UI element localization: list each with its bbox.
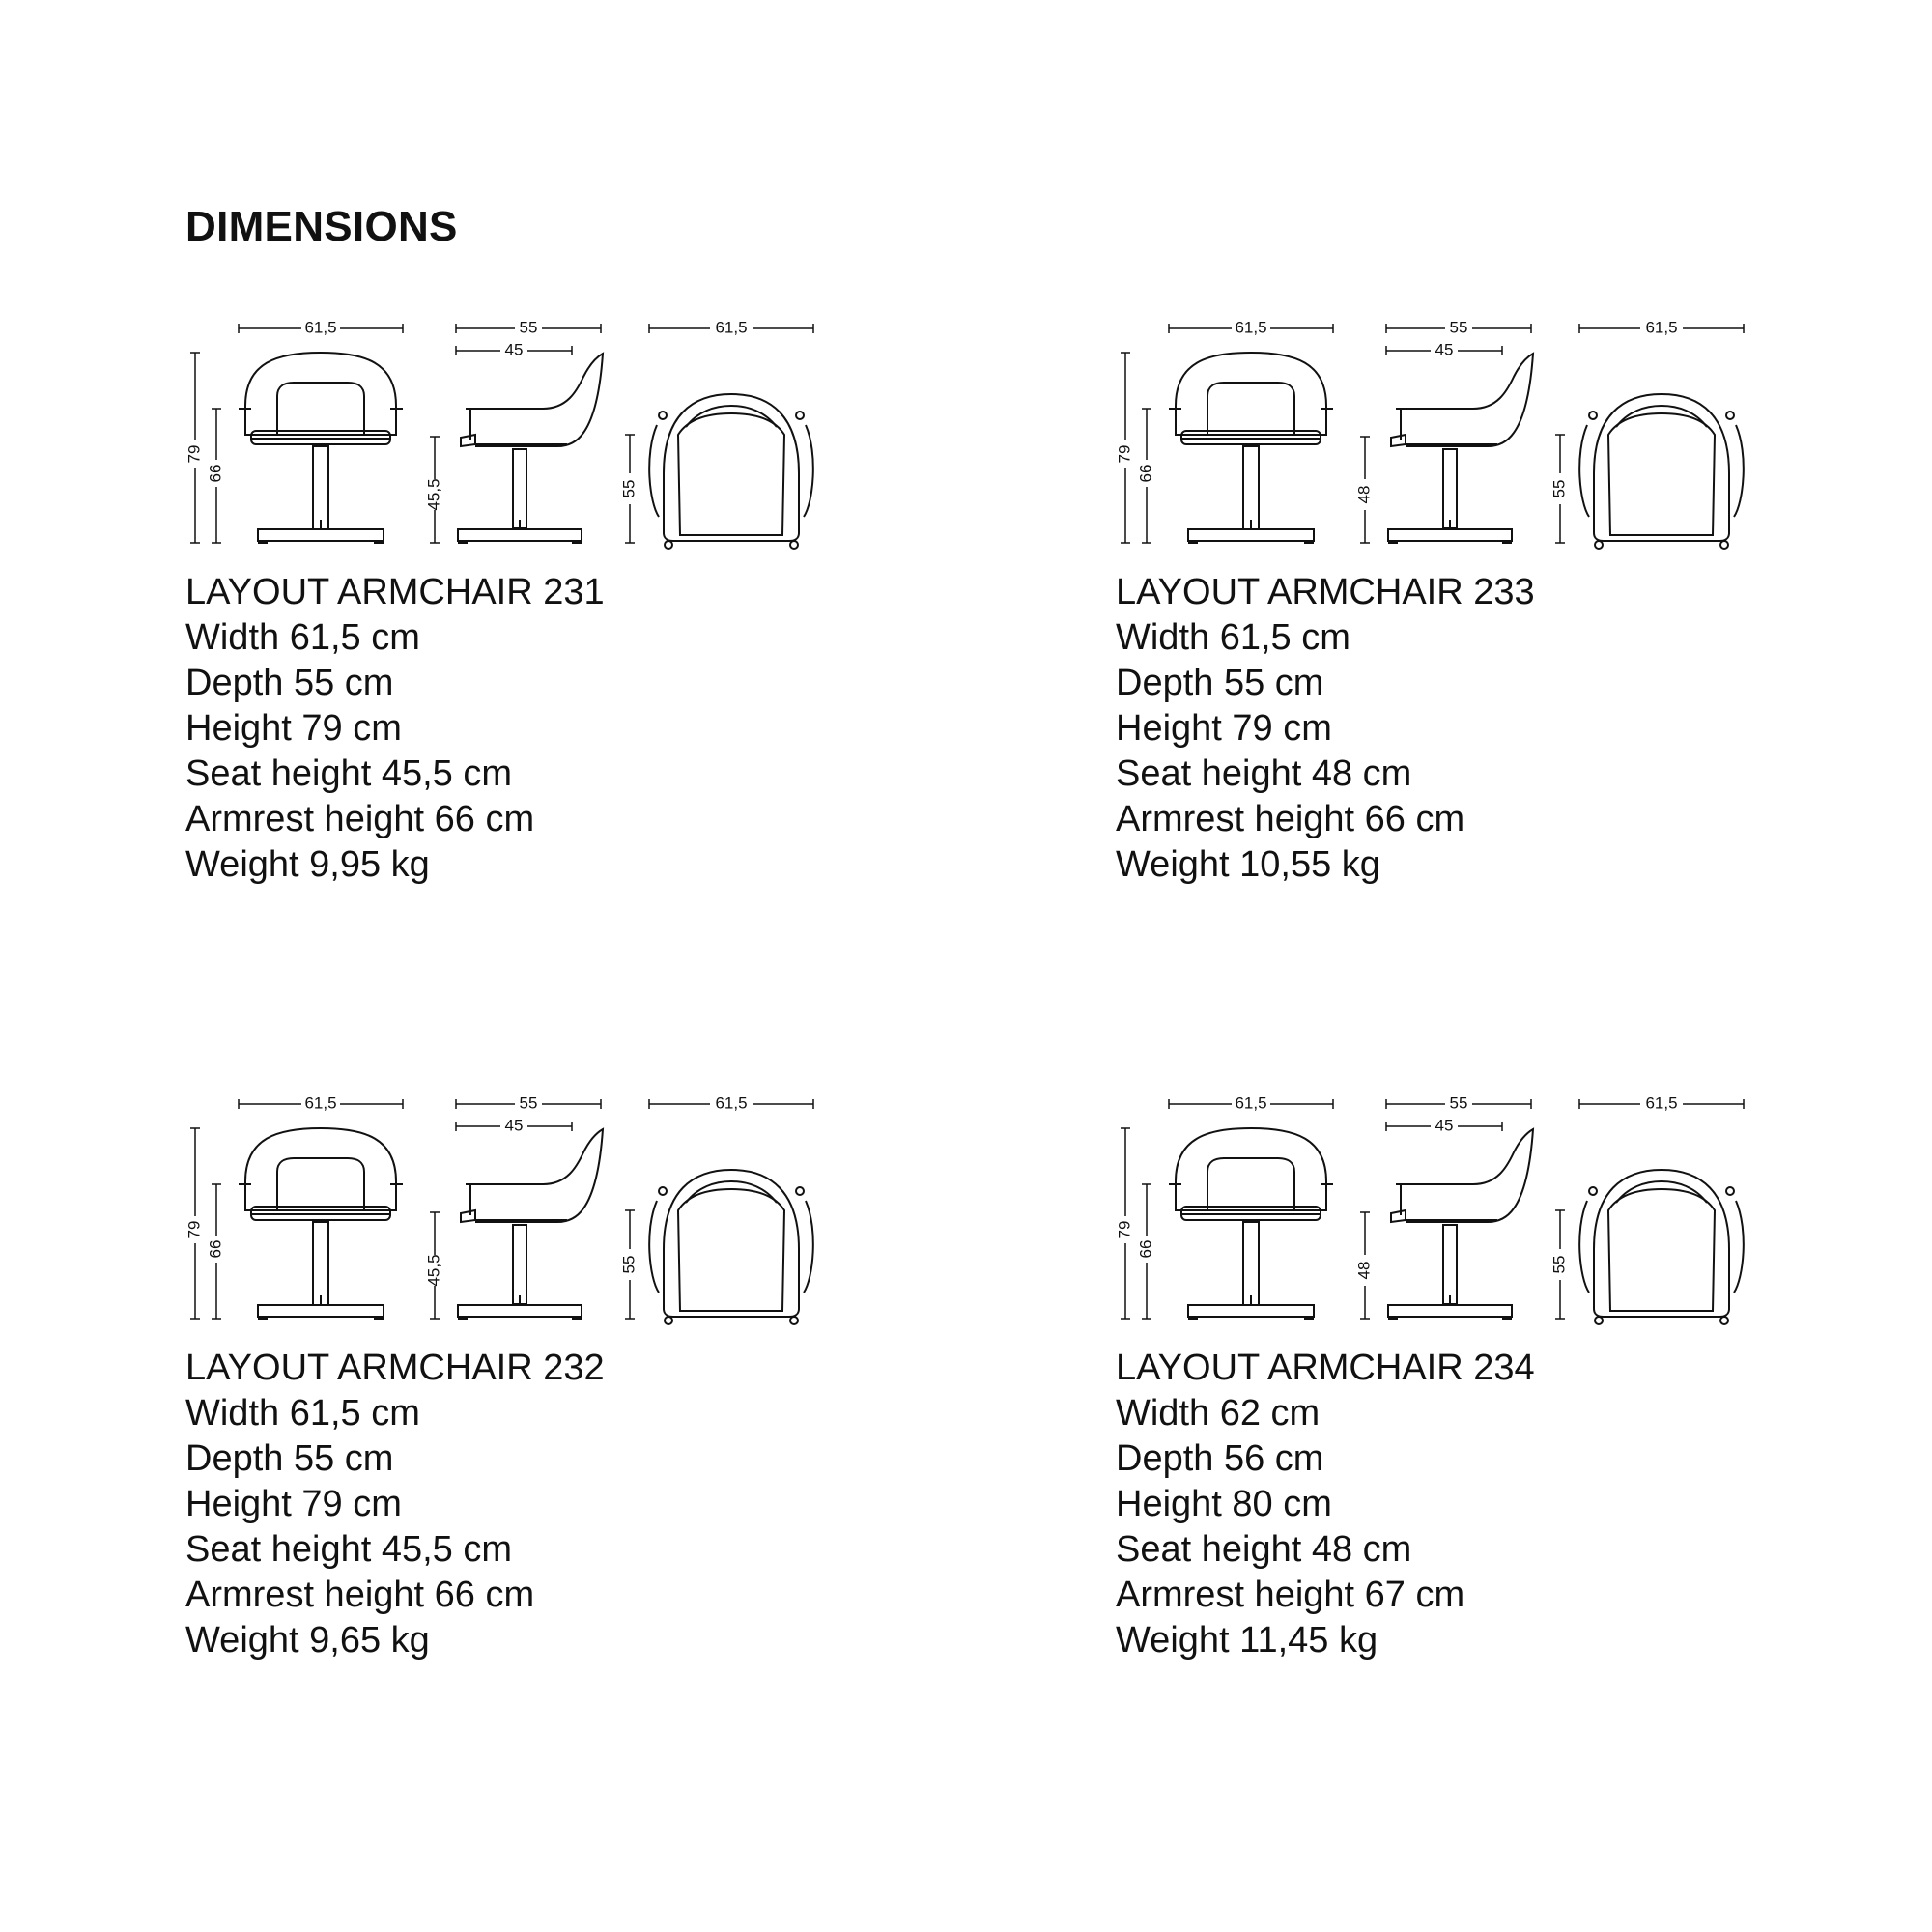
spec-armrest-height: Armrest height 66 cm bbox=[185, 799, 535, 839]
top-view bbox=[1549, 1094, 1744, 1324]
spec-depth: Depth 55 cm bbox=[1116, 663, 1324, 703]
spec-weight: Weight 9,95 kg bbox=[185, 844, 430, 885]
spec-armrest-height: Armrest height 66 cm bbox=[185, 1575, 535, 1615]
spec-width: Width 61,5 cm bbox=[185, 1393, 420, 1434]
top-depth-label: 55 bbox=[619, 479, 639, 498]
top-depth-label: 55 bbox=[1549, 1255, 1569, 1274]
front-width-label: 61,5 bbox=[1235, 1094, 1267, 1113]
product-name: LAYOUT ARMCHAIR 234 bbox=[1116, 1348, 1535, 1388]
spec-weight: Weight 10,55 kg bbox=[1116, 844, 1380, 885]
height-label: 79 bbox=[1115, 444, 1134, 464]
top-depth-label: 55 bbox=[619, 1255, 639, 1274]
top-view bbox=[619, 318, 813, 549]
spec-armrest-height: Armrest height 67 cm bbox=[1116, 1575, 1465, 1615]
top-width-label: 61,5 bbox=[715, 318, 748, 337]
side-depth-label: 55 bbox=[1449, 1094, 1468, 1113]
side-view bbox=[1354, 318, 1533, 544]
top-width-label: 61,5 bbox=[715, 1094, 748, 1113]
armrest-height-label: 66 bbox=[206, 1239, 225, 1259]
front-width-label: 61,5 bbox=[304, 1094, 337, 1113]
side-seat-depth-label: 45 bbox=[504, 340, 524, 359]
spec-list bbox=[1116, 615, 1464, 888]
top-view bbox=[619, 1094, 813, 1324]
spec-seat-height: Seat height 48 cm bbox=[1116, 753, 1412, 794]
armrest-height-label: 66 bbox=[206, 464, 225, 483]
dimension-drawing bbox=[1116, 1085, 1932, 1375]
front-view bbox=[1115, 318, 1333, 544]
spec-height: Height 79 cm bbox=[1116, 708, 1332, 749]
height-label: 79 bbox=[185, 444, 204, 464]
seat-height-label: 45,5 bbox=[424, 478, 443, 511]
product-card bbox=[1116, 1085, 1932, 1780]
seat-height-label: 48 bbox=[1354, 1261, 1374, 1280]
spec-seat-height: Seat height 48 cm bbox=[1116, 1529, 1412, 1570]
front-view bbox=[185, 1094, 403, 1320]
product-name: LAYOUT ARMCHAIR 233 bbox=[1116, 572, 1535, 612]
seat-height-label: 48 bbox=[1354, 485, 1374, 504]
top-width-label: 61,5 bbox=[1645, 1094, 1678, 1113]
product-name: LAYOUT ARMCHAIR 231 bbox=[185, 572, 605, 612]
side-depth-label: 55 bbox=[519, 1094, 538, 1113]
front-view bbox=[185, 318, 403, 544]
spec-weight: Weight 9,65 kg bbox=[185, 1620, 430, 1661]
spec-depth: Depth 55 cm bbox=[185, 663, 394, 703]
product-card bbox=[185, 309, 1055, 1005]
product-name: LAYOUT ARMCHAIR 232 bbox=[185, 1348, 605, 1388]
side-view bbox=[1354, 1094, 1533, 1320]
front-width-label: 61,5 bbox=[304, 318, 337, 337]
spec-list bbox=[1116, 1391, 1464, 1663]
spec-height: Height 80 cm bbox=[1116, 1484, 1332, 1524]
spec-seat-height: Seat height 45,5 cm bbox=[185, 1529, 512, 1570]
top-view bbox=[1549, 318, 1744, 549]
spec-weight: Weight 11,45 kg bbox=[1116, 1620, 1378, 1661]
side-seat-depth-label: 45 bbox=[1435, 1116, 1454, 1135]
page-title: DIMENSIONS bbox=[185, 203, 458, 250]
height-label: 79 bbox=[185, 1220, 204, 1239]
spec-list bbox=[185, 1391, 534, 1663]
dimension-drawing bbox=[185, 309, 1055, 599]
spec-width: Width 61,5 cm bbox=[1116, 617, 1350, 658]
spec-seat-height: Seat height 45,5 cm bbox=[185, 753, 512, 794]
top-width-label: 61,5 bbox=[1645, 318, 1678, 337]
front-view bbox=[1115, 1094, 1333, 1320]
spec-list bbox=[185, 615, 534, 888]
side-depth-label: 55 bbox=[519, 318, 538, 337]
seat-height-label: 45,5 bbox=[424, 1254, 443, 1287]
spec-width: Width 62 cm bbox=[1116, 1393, 1321, 1434]
armrest-height-label: 66 bbox=[1136, 464, 1155, 483]
product-card bbox=[185, 1085, 1055, 1780]
spec-depth: Depth 56 cm bbox=[1116, 1438, 1324, 1479]
spec-height: Height 79 cm bbox=[185, 708, 402, 749]
height-label: 79 bbox=[1115, 1220, 1134, 1239]
dimension-drawing bbox=[185, 1085, 1055, 1375]
spec-height: Height 79 cm bbox=[185, 1484, 402, 1524]
side-view bbox=[424, 318, 603, 544]
spec-width: Width 61,5 cm bbox=[185, 617, 420, 658]
spec-depth: Depth 55 cm bbox=[185, 1438, 394, 1479]
front-width-label: 61,5 bbox=[1235, 318, 1267, 337]
side-view bbox=[424, 1094, 603, 1320]
spec-armrest-height: Armrest height 66 cm bbox=[1116, 799, 1465, 839]
armrest-height-label: 66 bbox=[1136, 1239, 1155, 1259]
dimension-drawing bbox=[1116, 309, 1932, 599]
side-depth-label: 55 bbox=[1449, 318, 1468, 337]
side-seat-depth-label: 45 bbox=[1435, 340, 1454, 359]
top-depth-label: 55 bbox=[1549, 479, 1569, 498]
product-card bbox=[1116, 309, 1932, 1005]
side-seat-depth-label: 45 bbox=[504, 1116, 524, 1135]
